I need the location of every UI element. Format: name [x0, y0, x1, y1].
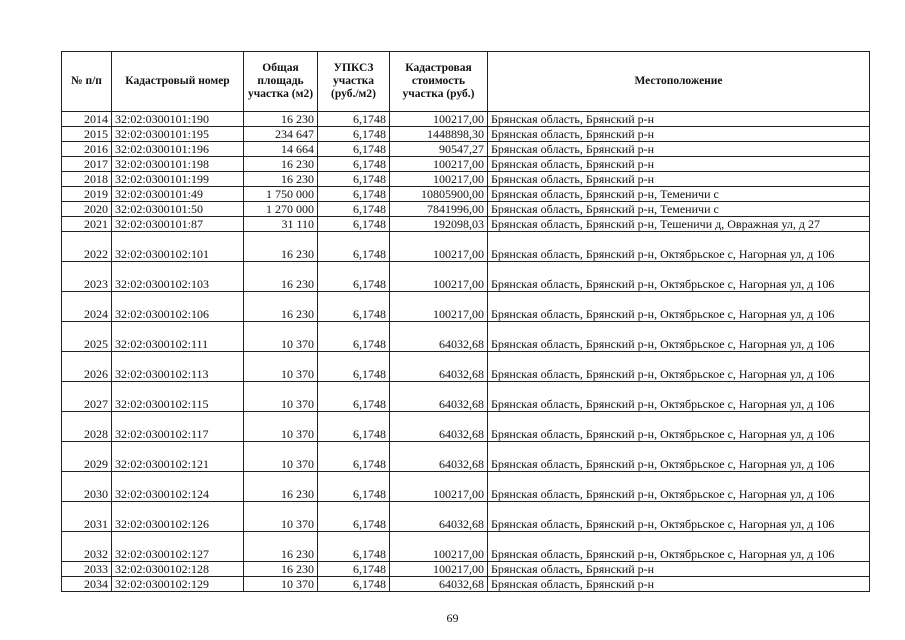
- cell-area: 10 370: [244, 382, 318, 412]
- cell-upkszu: 6,1748: [318, 262, 390, 292]
- header-num: № п/п: [62, 52, 112, 112]
- cell-cadastral-number: 32:02:0300102:124: [112, 472, 244, 502]
- cell-num: 2014: [62, 112, 112, 127]
- cell-area: 10 370: [244, 322, 318, 352]
- cell-num: 2032: [62, 532, 112, 562]
- cell-area: 16 230: [244, 532, 318, 562]
- cell-value: 100217,00: [390, 532, 488, 562]
- cell-area: 234 647: [244, 127, 318, 142]
- table-row: [62, 202, 870, 217]
- table-row: [62, 112, 870, 127]
- header-cadastral-number: Кадастровый номер: [112, 52, 244, 112]
- cell-location: Брянская область, Брянский р-н: [488, 142, 870, 157]
- cell-num: 2023: [62, 262, 112, 292]
- cell-location: Брянская область, Брянский р-н: [488, 157, 870, 172]
- cell-num: 2029: [62, 442, 112, 472]
- cell-num: 2020: [62, 202, 112, 217]
- cell-num: 2021: [62, 217, 112, 232]
- cell-value: 7841996,00: [390, 202, 488, 217]
- cell-location: Брянская область, Брянский р-н: [488, 577, 870, 592]
- cell-upkszu: 6,1748: [318, 352, 390, 382]
- cell-area: 1 270 000: [244, 202, 318, 217]
- cell-location: Брянская область, Брянский р-н: [488, 127, 870, 142]
- table-row: [62, 142, 870, 157]
- cell-num: 2030: [62, 472, 112, 502]
- cell-upkszu: 6,1748: [318, 232, 390, 262]
- cell-value: 100217,00: [390, 157, 488, 172]
- cell-location: Брянская область, Брянский р-н, Октябрьское с, Нагорная ул, д 106: [488, 232, 870, 262]
- table-row: [62, 157, 870, 172]
- cell-cadastral-number: 32:02:0300101:190: [112, 112, 244, 127]
- cell-upkszu: 6,1748: [318, 562, 390, 577]
- table-row: [62, 217, 870, 232]
- cell-cadastral-number: 32:02:0300102:106: [112, 292, 244, 322]
- header-upkszu: УПКСЗ участка (руб./м2): [318, 52, 390, 112]
- cell-upkszu: 6,1748: [318, 502, 390, 532]
- cell-cadastral-number: 32:02:0300102:128: [112, 562, 244, 577]
- cell-upkszu: 6,1748: [318, 532, 390, 562]
- cell-upkszu: 6,1748: [318, 412, 390, 442]
- cell-num: 2016: [62, 142, 112, 157]
- cell-num: 2027: [62, 382, 112, 412]
- cell-cadastral-number: 32:02:0300102:121: [112, 442, 244, 472]
- cell-location: Брянская область, Брянский р-н: [488, 562, 870, 577]
- cell-cadastral-number: 32:02:0300102:103: [112, 262, 244, 292]
- cell-area: 16 230: [244, 472, 318, 502]
- cell-area: 16 230: [244, 292, 318, 322]
- cell-upkszu: 6,1748: [318, 322, 390, 352]
- table-row: [62, 232, 870, 262]
- cell-cadastral-number: 32:02:0300102:129: [112, 577, 244, 592]
- header-total-area: Общая площадь участка (м2): [244, 52, 318, 112]
- cell-cadastral-number: 32:02:0300101:49: [112, 187, 244, 202]
- cell-location: Брянская область, Брянский р-н, Октябрьское с, Нагорная ул, д 106: [488, 322, 870, 352]
- cell-num: 2022: [62, 232, 112, 262]
- cell-num: 2025: [62, 322, 112, 352]
- cell-num: 2017: [62, 157, 112, 172]
- cell-location: Брянская область, Брянский р-н, Теменичи с: [488, 202, 870, 217]
- cell-value: 100217,00: [390, 232, 488, 262]
- cell-area: 10 370: [244, 577, 318, 592]
- table-row: [62, 262, 870, 292]
- cell-location: Брянская область, Брянский р-н: [488, 172, 870, 187]
- cell-value: 1448898,30: [390, 127, 488, 142]
- cell-num: 2019: [62, 187, 112, 202]
- cell-value: 100217,00: [390, 292, 488, 322]
- cell-upkszu: 6,1748: [318, 382, 390, 412]
- cell-location: Брянская область, Брянский р-н, Октябрьское с, Нагорная ул, д 106: [488, 292, 870, 322]
- cell-cadastral-number: 32:02:0300101:196: [112, 142, 244, 157]
- cell-area: 16 230: [244, 262, 318, 292]
- cell-cadastral-number: 32:02:0300101:195: [112, 127, 244, 142]
- cadastral-table: [61, 51, 870, 592]
- cell-value: 64032,68: [390, 412, 488, 442]
- cell-cadastral-number: 32:02:0300102:127: [112, 532, 244, 562]
- cell-area: 1 750 000: [244, 187, 318, 202]
- cell-num: 2018: [62, 172, 112, 187]
- table-row: [62, 172, 870, 187]
- table-row: [62, 562, 870, 577]
- cell-location: Брянская область, Брянский р-н, Октябрьское с, Нагорная ул, д 106: [488, 382, 870, 412]
- cell-value: 64032,68: [390, 577, 488, 592]
- cell-location: Брянская область, Брянский р-н, Теменичи с: [488, 187, 870, 202]
- table-row: [62, 472, 870, 502]
- header-location: Местоположение: [488, 52, 870, 112]
- cell-location: Брянская область, Брянский р-н, Октябрьское с, Нагорная ул, д 106: [488, 502, 870, 532]
- cell-num: 2034: [62, 577, 112, 592]
- cell-num: 2033: [62, 562, 112, 577]
- cell-upkszu: 6,1748: [318, 187, 390, 202]
- table-row: [62, 292, 870, 322]
- cell-value: 100217,00: [390, 562, 488, 577]
- cell-location: Брянская область, Брянский р-н, Октябрьское с, Нагорная ул, д 106: [488, 262, 870, 292]
- cell-cadastral-number: 32:02:0300101:199: [112, 172, 244, 187]
- table-row: [62, 502, 870, 532]
- cell-cadastral-number: 32:02:0300101:87: [112, 217, 244, 232]
- cell-upkszu: 6,1748: [318, 442, 390, 472]
- cell-upkszu: 6,1748: [318, 577, 390, 592]
- table-row: [62, 352, 870, 382]
- cell-location: Брянская область, Брянский р-н, Октябрьское с, Нагорная ул, д 106: [488, 532, 870, 562]
- cell-cadastral-number: 32:02:0300102:111: [112, 322, 244, 352]
- table-header-row: [62, 52, 870, 112]
- header-cadastral-value: Кадастровая стоимость участка (руб.): [390, 52, 488, 112]
- cell-value: 64032,68: [390, 382, 488, 412]
- cell-value: 90547,27: [390, 142, 488, 157]
- cell-area: 10 370: [244, 502, 318, 532]
- cell-upkszu: 6,1748: [318, 202, 390, 217]
- cell-area: 16 230: [244, 562, 318, 577]
- cell-value: 100217,00: [390, 472, 488, 502]
- cell-cadastral-number: 32:02:0300102:101: [112, 232, 244, 262]
- table-row: [62, 382, 870, 412]
- cell-cadastral-number: 32:02:0300102:113: [112, 352, 244, 382]
- cell-value: 64032,68: [390, 442, 488, 472]
- cell-num: 2015: [62, 127, 112, 142]
- cell-value: 100217,00: [390, 112, 488, 127]
- cell-location: Брянская область, Брянский р-н, Октябрьское с, Нагорная ул, д 106: [488, 472, 870, 502]
- cell-cadastral-number: 32:02:0300102:117: [112, 412, 244, 442]
- cell-cadastral-number: 32:02:0300101:198: [112, 157, 244, 172]
- cell-area: 10 370: [244, 352, 318, 382]
- table-row: [62, 577, 870, 592]
- cell-upkszu: 6,1748: [318, 142, 390, 157]
- cell-cadastral-number: 32:02:0300101:50: [112, 202, 244, 217]
- cell-location: Брянская область, Брянский р-н, Октябрьское с, Нагорная ул, д 106: [488, 412, 870, 442]
- cell-area: 10 370: [244, 412, 318, 442]
- cell-upkszu: 6,1748: [318, 127, 390, 142]
- cell-area: 16 230: [244, 112, 318, 127]
- cell-num: 2026: [62, 352, 112, 382]
- cell-upkszu: 6,1748: [318, 292, 390, 322]
- cell-location: Брянская область, Брянский р-н, Октябрьское с, Нагорная ул, д 106: [488, 442, 870, 472]
- cell-value: 64032,68: [390, 502, 488, 532]
- cell-upkszu: 6,1748: [318, 112, 390, 127]
- table-row: [62, 532, 870, 562]
- cell-area: 10 370: [244, 442, 318, 472]
- cell-area: 14 664: [244, 142, 318, 157]
- cell-num: 2031: [62, 502, 112, 532]
- cell-cadastral-number: 32:02:0300102:115: [112, 382, 244, 412]
- cell-value: 192098,03: [390, 217, 488, 232]
- cell-num: 2028: [62, 412, 112, 442]
- cell-upkszu: 6,1748: [318, 472, 390, 502]
- cell-area: 16 230: [244, 157, 318, 172]
- cell-value: 10805900,00: [390, 187, 488, 202]
- cell-area: 31 110: [244, 217, 318, 232]
- cell-value: 64032,68: [390, 352, 488, 382]
- cell-value: 100217,00: [390, 262, 488, 292]
- table-row: [62, 442, 870, 472]
- table-row: [62, 127, 870, 142]
- cell-value: 64032,68: [390, 322, 488, 352]
- cell-area: 16 230: [244, 232, 318, 262]
- page-number: 69: [446, 611, 459, 625]
- cell-location: Брянская область, Брянский р-н: [488, 112, 870, 127]
- cell-location: Брянская область, Брянский р-н, Октябрьское с, Нагорная ул, д 106: [488, 352, 870, 382]
- table-row: [62, 187, 870, 202]
- cell-upkszu: 6,1748: [318, 217, 390, 232]
- cell-value: 100217,00: [390, 172, 488, 187]
- cell-location: Брянская область, Брянский р-н, Тешеничи д, Овражная ул, д 27: [488, 217, 870, 232]
- cell-cadastral-number: 32:02:0300102:126: [112, 502, 244, 532]
- cell-area: 16 230: [244, 172, 318, 187]
- cell-upkszu: 6,1748: [318, 172, 390, 187]
- table-row: [62, 322, 870, 352]
- cell-num: 2024: [62, 292, 112, 322]
- table-row: [62, 412, 870, 442]
- cell-upkszu: 6,1748: [318, 157, 390, 172]
